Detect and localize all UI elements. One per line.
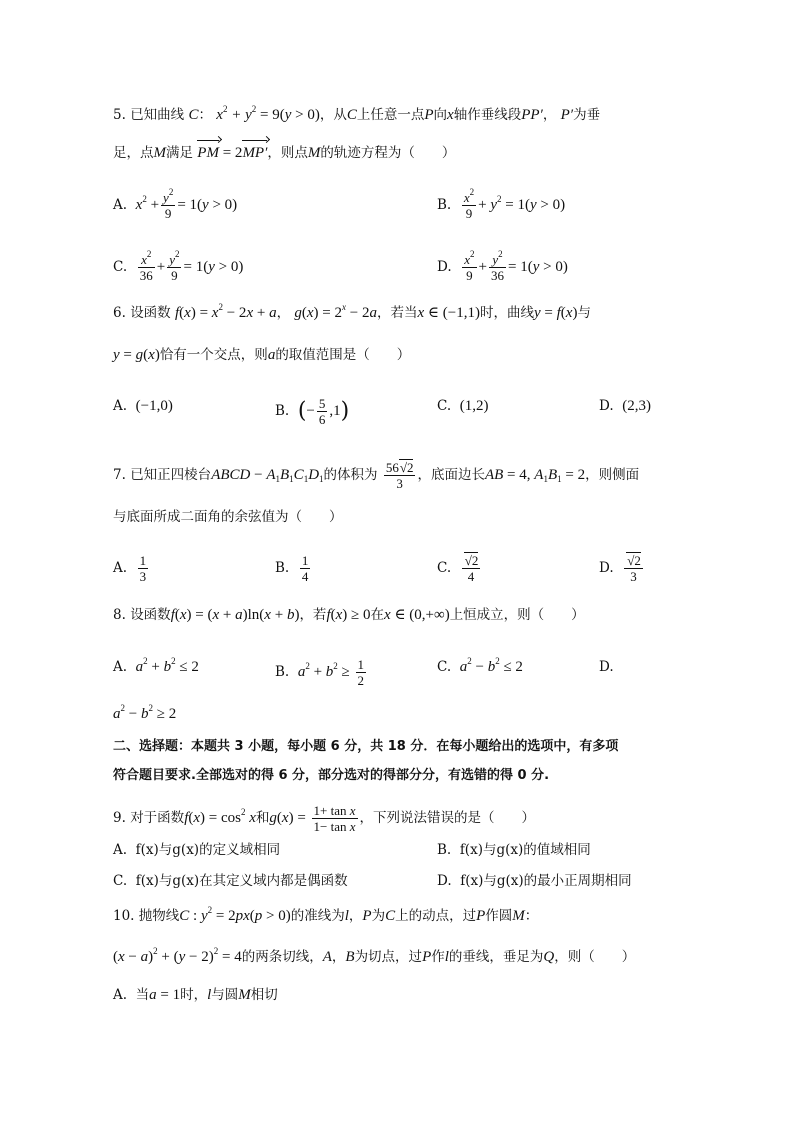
section2-heading-line2: 符合题目要求.全部选对的得 6 分，部分选对的得部分分，有选错的得 0 分.	[113, 768, 550, 783]
q8-option-a[interactable]: A. $a^2 + b^2 \le 2$	[113, 656, 199, 675]
q10-stem-line2: $(x - a)^2 + (y - 2)^2 = 4$的两条切线，A，B为切点，过P作l的垂线，垂足为Q，则（ ）	[113, 946, 636, 965]
q6-option-c[interactable]: C. (1,2)	[437, 398, 489, 414]
q6-option-a[interactable]: A. (−1,0)	[113, 398, 173, 414]
q5-number: 5.	[113, 107, 126, 123]
q7-option-a[interactable]: A. $\frac{1}{3}$	[113, 553, 147, 584]
q8-option-c[interactable]: C. $a^2 - b^2 \le 2$	[437, 656, 523, 675]
q9-option-c[interactable]: C. f(x)与g(x)在其定义域内都是偶函数	[113, 873, 348, 889]
q5-vector-condition: PM = 2MP′	[197, 145, 268, 161]
section2-heading-line1: 二、选择题：本题共 3 小题，每小题 6 分，共 18 分．在每小题给出的选项中，有多项	[113, 739, 619, 754]
q9-option-a[interactable]: A. f(x)与g(x)的定义域相同	[113, 842, 281, 858]
q8-stem: 8. 设函数f(x) = (x + a)ln(x + b)，若f(x) ≥ 0在x ∈ (0,+∞)上恒成立，则（ ）	[113, 607, 585, 623]
q5-option-c[interactable]: C. $\frac{x^2}{36}$ + $\frac{y^2}{9}$ = 1(y > 0)	[113, 249, 244, 283]
q6-option-d[interactable]: D. (2,3)	[599, 398, 651, 414]
q10-number: 10.	[113, 908, 135, 924]
q9-number: 9.	[113, 810, 126, 826]
q5-option-d[interactable]: D. $\frac{x^2}{9}$ + $\frac{y^2}{36}$ = 1(y > 0)	[437, 249, 568, 283]
q9-option-d[interactable]: D. f(x)与g(x)的最小正周期相同	[437, 873, 632, 889]
q7-number: 7.	[113, 467, 126, 483]
q7-volume: $\frac{56√2}{3}$	[385, 460, 414, 491]
q5-stem-line2: 足，点M满足 PM = 2MP′，则点M的轨迹方程为（ ）	[113, 145, 456, 161]
q10-stem-line1: 10. 抛物线C : $y^2 = 2px(p > 0)$的准线为l，P为C上的动点，过P作圆M：	[113, 905, 539, 924]
q5-text: 已知曲线	[130, 107, 185, 123]
q9-stem: 9. 对于函数$f(x) = \cos^2 x$和g(x) = $\frac{\text{1+ tan x}}{\text{1− tan x}}$ ，下列说法错误的是（ ）	[113, 803, 536, 834]
q7-option-d[interactable]: D. $\frac{√2}{3}$	[599, 553, 641, 584]
q6-stem-line2: y = g(x)恰有一个交点，则a的取值范围是（ ）	[113, 347, 411, 363]
q8-option-d-text[interactable]: $a^2 - b^2 \ge 2$	[113, 703, 177, 722]
q7-stem-line2: 与底面所成二面角的余弦值为（ ）	[113, 509, 343, 525]
q7-option-c[interactable]: C. $\frac{√2}{4}$	[437, 553, 479, 584]
q5-curve-name: C	[188, 107, 199, 123]
q8-option-b[interactable]: B. $a^2 + b^2$ ≥ $\frac{1}{2}$	[275, 657, 365, 688]
q8-option-d-label[interactable]: D.	[599, 659, 614, 675]
q6-stem-line1: 6. 设函数 $f(x) = x^2 - 2x + a$， $g(x) = 2^x - 2a$，若当x ∈ (−1,1)时，曲线y = f(x)与	[113, 302, 591, 321]
q7-option-b[interactable]: B. $\frac{1}{4}$	[275, 553, 309, 584]
q9-option-b[interactable]: B. f(x)与g(x)的值域相同	[437, 842, 591, 858]
q8-number: 8.	[113, 607, 126, 623]
q5-option-a[interactable]: A. $x^2$ + $\frac{y^2}{9}$ = 1(y > 0)	[113, 187, 238, 221]
q6-option-b[interactable]: B. (− $\frac{5}{6}$ ,1)	[275, 396, 350, 427]
q10-option-a[interactable]: A. 当a = 1时，l与圆M相切	[113, 987, 278, 1003]
q5-option-b[interactable]: B. $\frac{x^2}{9}$ + $y^2 = 1(y > 0)$	[437, 187, 566, 221]
q6-number: 6.	[113, 305, 126, 321]
q5-curve-equation: $x^2 + y^2 = 9(y > 0)$	[216, 104, 320, 123]
q5-stem-line1: 5. 已知曲线 C： $x^2 + y^2 = 9(y > 0)$，从C上任意一点P向x轴作垂线段PP′， P′为垂	[113, 104, 601, 123]
q7-stem-line1: 7. 已知正四棱台ABCD − $A_1B_1C_1D_1$的体积为 $\frac{56√2}{3}$ ，底面边长AB = 4, $A_1B_1 = 2$，则侧面	[113, 460, 640, 491]
